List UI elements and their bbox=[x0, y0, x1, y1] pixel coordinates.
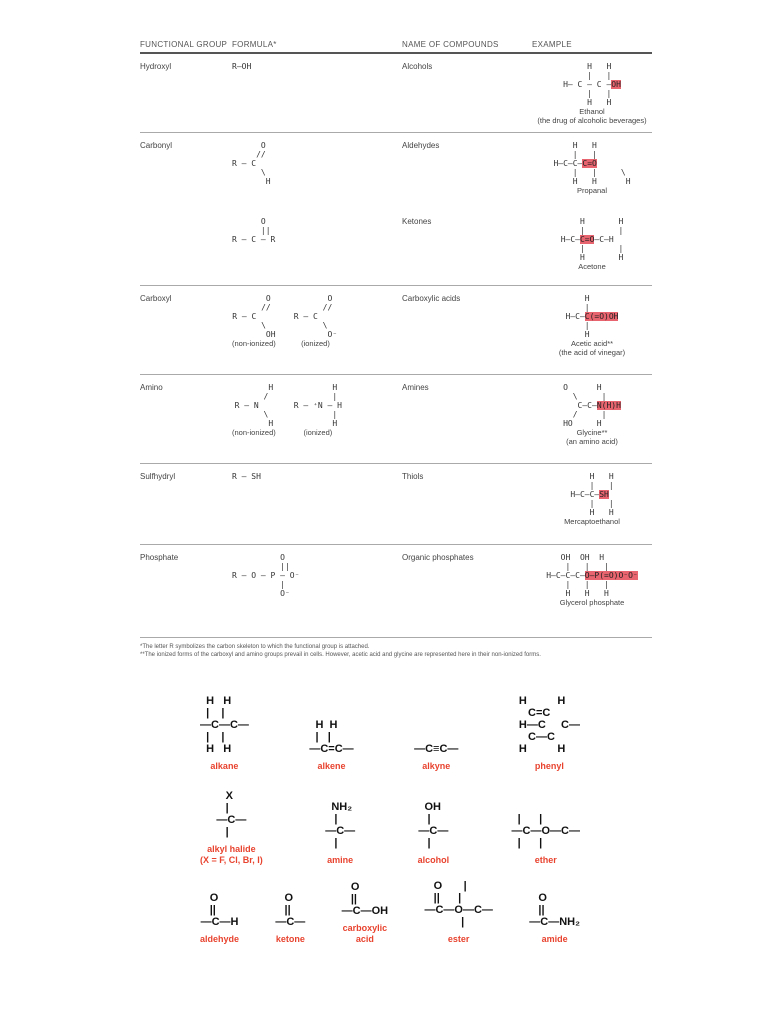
chart-item bbox=[418, 801, 450, 866]
chart-item bbox=[309, 719, 353, 772]
formula-caption: (ionized) bbox=[303, 428, 333, 437]
structure: X | —C— | bbox=[216, 790, 247, 838]
row-entries bbox=[232, 133, 652, 285]
formula bbox=[294, 294, 337, 374]
example-cell bbox=[532, 375, 652, 463]
formula bbox=[232, 553, 299, 637]
group-label: ester bbox=[447, 934, 470, 944]
chart-row bbox=[200, 880, 580, 945]
formula-structure: H | R — ⁺N — H | H bbox=[293, 383, 342, 428]
chart-row bbox=[200, 695, 580, 772]
entry bbox=[232, 286, 652, 374]
example-cell bbox=[532, 209, 652, 285]
example-name: Acetic acid** bbox=[570, 339, 614, 348]
group-label: carboxylic acid bbox=[342, 923, 388, 944]
table-row bbox=[140, 375, 652, 464]
table-body bbox=[140, 54, 652, 638]
compound-class: Amines bbox=[402, 383, 429, 392]
formula-cell bbox=[232, 375, 402, 463]
compound-class: Organic phosphates bbox=[402, 553, 474, 562]
row-entries bbox=[232, 464, 652, 544]
compound-class: Thiols bbox=[402, 472, 424, 481]
highlighted-group: C=O bbox=[582, 159, 597, 168]
structure: OH | —C— | bbox=[418, 801, 449, 849]
example-name: Mercaptoethanol bbox=[564, 517, 620, 526]
formula-cell bbox=[232, 286, 402, 374]
example-note: (the acid of vinegar) bbox=[558, 348, 626, 357]
formula-cell bbox=[232, 545, 402, 637]
example-name: Glycine** bbox=[576, 428, 608, 437]
table-header bbox=[140, 40, 652, 54]
example-cell bbox=[532, 133, 652, 209]
footnote-2: **The ionized forms of the carboxyl and amino groups prevail in cells. However, acetic acid and glycine are represented here in their non-ionized forms. bbox=[140, 652, 541, 658]
chart-item bbox=[200, 892, 239, 945]
structure: O | || | —C—O—C— | bbox=[424, 880, 493, 928]
highlighted-group: OH bbox=[611, 80, 621, 89]
formula bbox=[232, 62, 251, 132]
structure: O || —C—OH bbox=[341, 881, 389, 917]
formula bbox=[232, 294, 276, 374]
example-structure: O H \ | C—C—N(H)H / | HO H bbox=[563, 383, 621, 428]
structure: O || —C— bbox=[275, 892, 306, 928]
compound-class: Carboxylic acids bbox=[402, 294, 461, 303]
structure: —C≡C— bbox=[414, 743, 459, 755]
formula bbox=[232, 472, 261, 544]
header-compounds: NAME OF COMPOUNDS bbox=[402, 40, 499, 49]
header-example: EXAMPLE bbox=[532, 40, 572, 49]
header-functional-group: FUNCTIONAL GROUP bbox=[140, 40, 228, 49]
example-cell bbox=[532, 545, 652, 637]
formula-caption: (non-ionized) bbox=[232, 339, 276, 348]
formula-caption: (ionized) bbox=[301, 339, 330, 348]
example-structure: OH OH H | | | H—C—C—C—O—P(=O)O⁻O⁻ | | | H H H bbox=[546, 553, 638, 598]
chart-item bbox=[200, 790, 263, 866]
formula bbox=[294, 383, 342, 463]
functional-group-name: Carbonyl bbox=[140, 141, 173, 150]
group-label: alkane bbox=[210, 761, 239, 771]
group-label: ether bbox=[534, 855, 557, 865]
row-entries bbox=[232, 375, 652, 463]
functional-group-name: Sulfhydryl bbox=[140, 472, 176, 481]
functional-group-name: Carboxyl bbox=[140, 294, 172, 303]
formula-structure: R—OH bbox=[232, 62, 252, 71]
functional-group-name: Amino bbox=[140, 383, 163, 392]
highlighted-group: C(=O)OH bbox=[584, 312, 619, 321]
example-structure: H H | | H—C—C—C=O | | \ H H H bbox=[553, 141, 631, 186]
example-structure: H H | | H— C — C —OH | | H H bbox=[563, 62, 621, 107]
highlighted-group: C=O bbox=[579, 235, 595, 244]
chart-item bbox=[512, 813, 580, 866]
functional-group-name: Phosphate bbox=[140, 553, 179, 562]
table-row bbox=[140, 133, 652, 286]
table-row bbox=[140, 286, 652, 375]
highlighted-group: SH bbox=[599, 490, 609, 499]
group-label: amine bbox=[327, 855, 354, 865]
formula-cell bbox=[232, 133, 402, 209]
group-label: ketone bbox=[275, 934, 305, 944]
formula-caption: (non-ionized) bbox=[232, 428, 276, 437]
example-structure: H H | | H—C—C=O—C—H | | H H bbox=[560, 217, 624, 262]
structure: O || —C—NH₂ bbox=[529, 892, 580, 928]
group-label: alkyl halide (X = F, Cl, Br, I) bbox=[200, 844, 263, 865]
row-entries bbox=[232, 545, 652, 637]
formula bbox=[232, 383, 276, 463]
group-label: alkene bbox=[317, 761, 346, 771]
structure: O || —C—H bbox=[200, 892, 239, 928]
footnotes bbox=[140, 643, 660, 659]
structure: H H C=C H—C C— C—C H H bbox=[518, 695, 580, 755]
entry bbox=[232, 133, 652, 209]
example-cell bbox=[532, 286, 652, 374]
formula bbox=[232, 141, 271, 209]
header-formula: FORMULA* bbox=[232, 40, 277, 49]
compound-class: Ketones bbox=[402, 217, 432, 226]
chart-row bbox=[200, 790, 580, 866]
entry bbox=[232, 545, 652, 637]
entry bbox=[232, 375, 652, 463]
example-structure: H H | | H—C—C—SH | | H H bbox=[570, 472, 614, 517]
example-name: Propanal bbox=[576, 186, 608, 195]
example-cell bbox=[532, 54, 652, 132]
group-label: alkyne bbox=[422, 761, 451, 771]
chart-item bbox=[275, 892, 305, 945]
structure: H H | | —C=C— bbox=[309, 719, 354, 755]
compound-class: Aldehydes bbox=[402, 141, 440, 150]
highlighted-group: N(H)H bbox=[596, 401, 621, 410]
structure: NH₂ | —C— | bbox=[325, 801, 356, 849]
structure: H H | | —C—C— | | H H bbox=[200, 695, 249, 755]
group-label: phenyl bbox=[534, 761, 564, 771]
formula-structure: O // R — C \ O⁻ bbox=[293, 294, 338, 339]
formula-structure: O // R — C \ H bbox=[232, 141, 271, 186]
formula-structure: R — SH bbox=[232, 472, 261, 481]
group-label: aldehyde bbox=[200, 934, 240, 944]
functional-group-name: Hydroxyl bbox=[140, 62, 172, 71]
entry bbox=[232, 464, 652, 544]
example-name: Ethanol bbox=[579, 107, 605, 116]
chart-item bbox=[342, 881, 388, 945]
formula-structure: H / R — N \ H bbox=[234, 383, 274, 428]
entry bbox=[232, 54, 652, 132]
example-note: (an amino acid) bbox=[566, 437, 618, 446]
formula-cell bbox=[232, 54, 402, 132]
chart-item bbox=[529, 892, 580, 945]
group-label: alcohol bbox=[417, 855, 450, 865]
example-cell bbox=[532, 464, 652, 544]
example-note: (the drug of alcoholic beverages) bbox=[537, 116, 647, 125]
highlighted-group: O—P(=O)O⁻O⁻ bbox=[584, 571, 638, 580]
chart-item bbox=[200, 695, 249, 772]
functional-group-chart bbox=[200, 695, 580, 945]
formula-structure: O // R — C \ OH bbox=[232, 294, 276, 339]
chart-item bbox=[519, 695, 580, 772]
functional-groups-table bbox=[140, 40, 652, 638]
entry bbox=[232, 209, 652, 285]
chart-item bbox=[424, 880, 492, 945]
formula-structure: O || R — O — P — O⁻ | O⁻ bbox=[232, 553, 300, 598]
footnote-1: *The letter R symbolizes the carbon skeleton to which the functional group is attached. bbox=[140, 644, 370, 650]
formula bbox=[232, 217, 275, 285]
table-row bbox=[140, 545, 652, 638]
compound-class: Alcohols bbox=[402, 62, 433, 71]
formula-cell bbox=[232, 464, 402, 544]
group-label: amide bbox=[541, 934, 568, 944]
formula-cell bbox=[232, 209, 402, 285]
table-row bbox=[140, 54, 652, 133]
row-entries bbox=[232, 286, 652, 374]
row-entries bbox=[232, 54, 652, 132]
table-row bbox=[140, 464, 652, 545]
chart-item bbox=[414, 743, 458, 772]
chart-item bbox=[325, 801, 355, 866]
structure: | | —C—O—C— | | bbox=[511, 813, 580, 849]
formula-structure: O || R — C — R bbox=[232, 217, 276, 244]
example-structure: H | H—C—C(=O)OH | H bbox=[565, 294, 619, 339]
example-name: Acetone bbox=[578, 262, 606, 271]
example-name: Glycerol phosphate bbox=[559, 598, 625, 607]
